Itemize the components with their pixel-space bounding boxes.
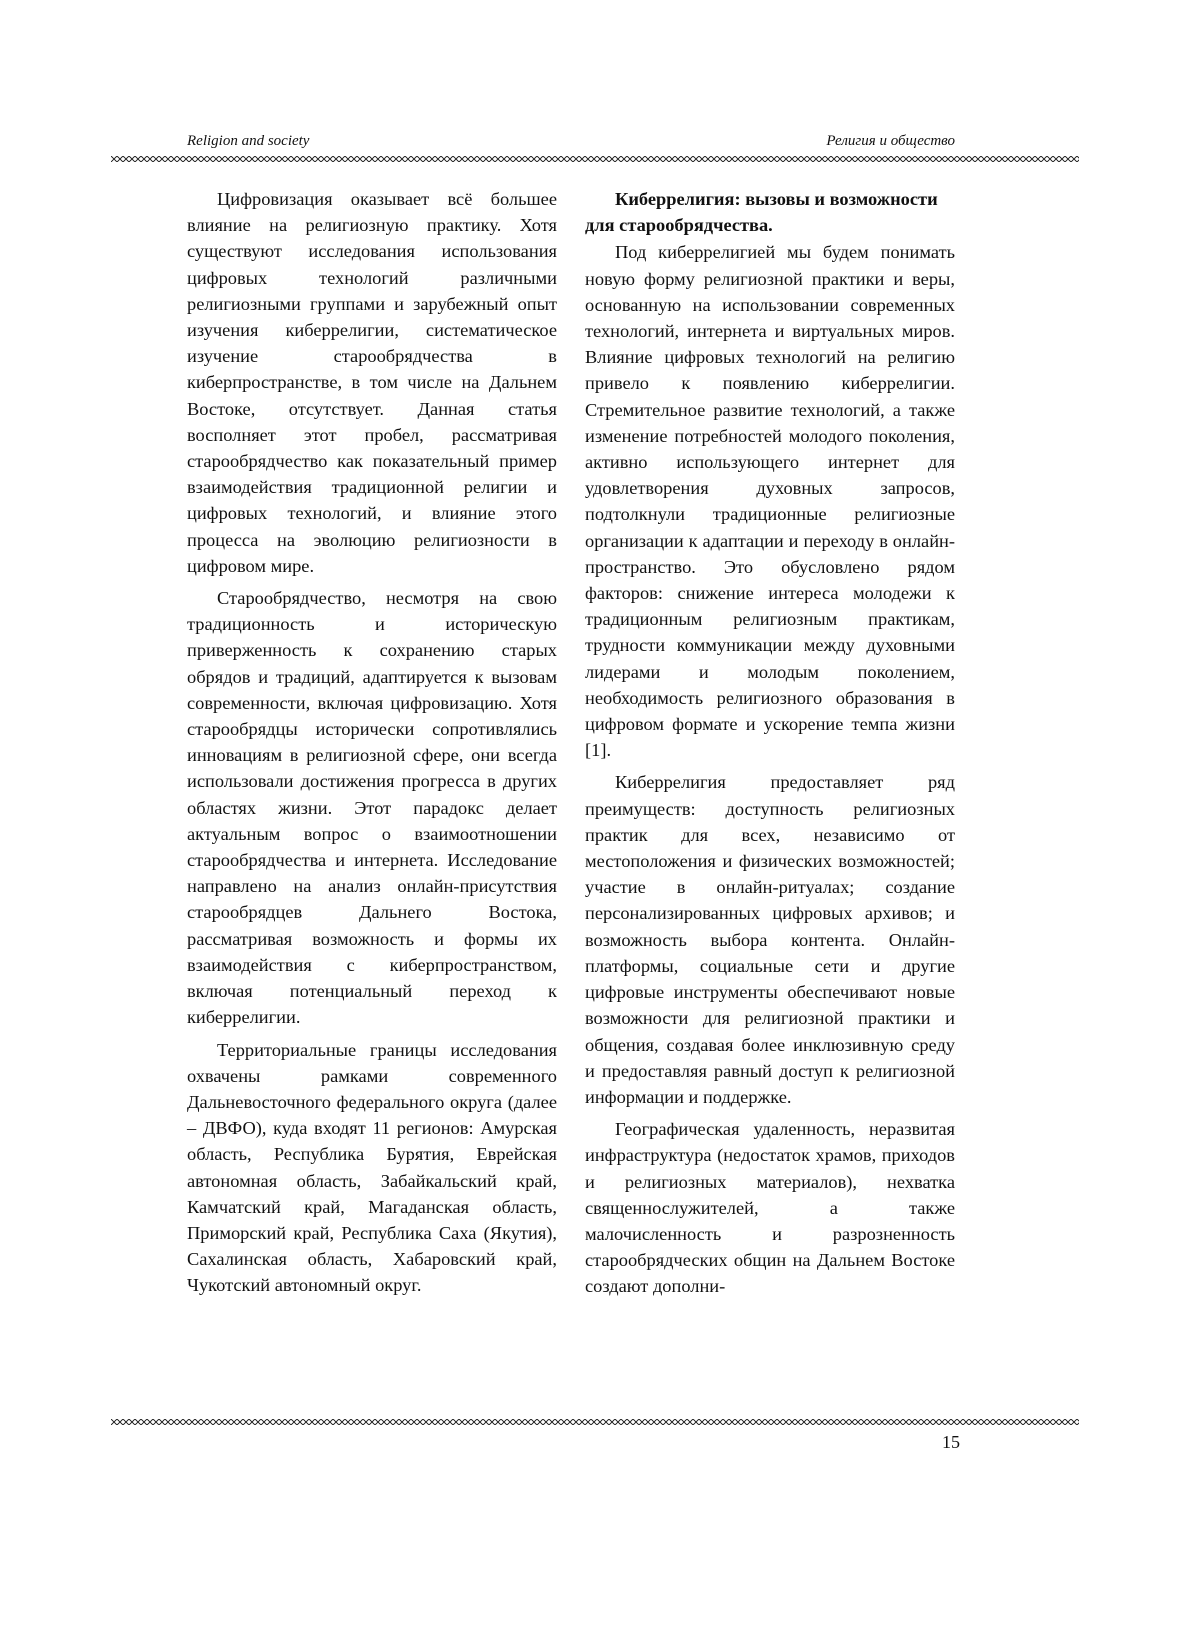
running-head-russian: Религия и общество: [826, 133, 955, 149]
left-paragraph-2: Старообрядчество, несмотря на свою традиционность и историческую приверженность к сохранению старых обрядов и традиций, адаптируется к вызовам современности, включая цифровизацию. Хотя старообрядцы исторически сопротивлялись инновациям в религиозной сфере, они всегда использовали достижения прогресса в других областях жизни. Этот парадокс делает актуальным вопрос о взаимоотношении старообрядчества и интернета. Исследование направлено на анализ онлайн-присутствия старообрядцев Дальнего Востока, рассматривая возможность и формы их взаимодействия с киберпространством, включая потенциальный переход к киберрелигии.: [187, 588, 557, 1028]
right-column: [585, 186, 955, 1306]
right-paragraph-1: Под киберрелигией мы будем понимать новую форму религиозной практики и веры, основанную на использовании современных технологий, интернета и виртуальных миров. Влияние цифровых технологий на религию привело к появлению киберрелигии. Стремительное развитие технологий, а также изменение потребностей молодого поколения, активно использующего интернет для удовлетворения духовных запросов, подтолкнули традиционные религиозные организации к адаптации и переходу в онлайн-пространство. Это обусловлено рядом факторов: снижение интереса молодежи к традиционным религиозным практикам, трудности коммуникации между духовными лидерами и молодым поколением, необходимость религиозного образования в цифровом формате и ускорение темпа жизни [1].: [585, 242, 955, 761]
running-head-english: Religion and society: [187, 133, 310, 149]
right-paragraph-3: Географическая удаленность, неразвитая инфраструктура (недостаток храмов, приходов и религиозных материалов), нехватка священнослужителей, а также малочисленность и разрозненность старообрядческих общин на Дальнем Востоке создают дополни-: [585, 1119, 955, 1297]
section-heading: Киберрелигия: вызовы и возможности для старообрядчества.: [585, 189, 938, 236]
right-paragraph-2: Киберрелигия предоставляет ряд преимуществ: доступность религиозных практик для всех, независимо от местоположения и физических возможностей; участие в онлайн-ритуалах; создание персонализированных цифровых архивов; и возможность выбора контента. Онлайн-платформы, социальные сети и другие цифровые инструменты обеспечивают новые возможности для религиозной практики и общения, создавая более инклюзивную среду и предоставляя равный доступ к религиозной информации и поддержке.: [585, 772, 955, 1107]
left-paragraph-1: Цифровизация оказывает всё большее влияние на религиозную практику. Хотя существуют исследования использования цифровых технологий различными религиозными группами и зарубежный опыт изучения киберрелигии, систематическое изучение старообрядчества в киберпространстве, в том числе на Дальнем Востоке, отсутствует. Данная статья восполняет этот пробел, рассматривая старообрядчество как показательный пример взаимодействия традиционной религии и цифровых технологий, и влияние этого процесса на эволюцию религиозности в цифровом мире.: [187, 189, 557, 576]
top-ornament-divider: [111, 154, 1079, 164]
bottom-ornament-divider: [111, 1417, 1079, 1427]
running-head: [187, 133, 955, 153]
left-column: [187, 186, 557, 1305]
left-paragraph-3: Территориальные границы исследования охвачены рамками современного Дальневосточного федерального округа (далее – ДВФО), куда входят 11 регионов: Амурская область, Республика Бурятия, Еврейская автономная область, Забайкальский край, Камчатский край, Магаданская область, Приморский край, Республика Саха (Якутия), Сахалинская область, Хабаровский край, Чукотский автономный округ.: [187, 1039, 557, 1296]
page-number: 15: [942, 1432, 960, 1452]
